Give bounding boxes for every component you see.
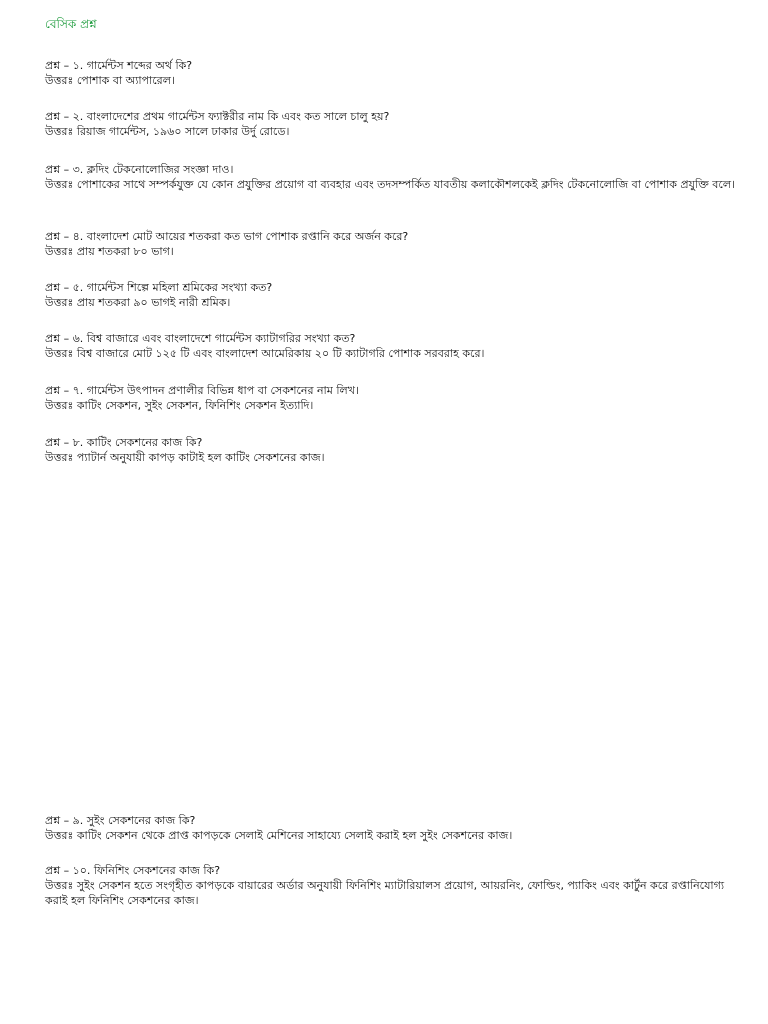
answer-text: উত্তরঃ প্যাটার্ন অনুযায়ী কাপড় কাটাই হল কাটিং সেকশনের কাজ।: [45, 451, 325, 464]
question-text: প্রশ্ন – ১. গার্মেন্টস শব্দের অর্থ কি?: [45, 59, 193, 72]
question-text: প্রশ্ন – ৬. বিশ্ব বাজারে এবং বাংলাদেশে গার্মেন্টস ক্যাটাগরির সংখ্যা কত?: [45, 332, 356, 345]
qa-item-3: [45, 162, 735, 192]
qa-item-9: [45, 813, 735, 843]
qa-item-6: [45, 331, 735, 361]
question-text: প্রশ্ন – ৭. গার্মেন্টস উৎপাদন প্রণালীর বিভিন্ন ধাপ বা সেকশনের নাম লিখ।: [45, 384, 359, 397]
answer-text: উত্তরঃ প্রায় শতকরা ৯০ ভাগই নারী শ্রমিক।: [45, 296, 231, 309]
question-text: প্রশ্ন – ৪. বাংলাদেশ মোট আয়ের শতকরা কত ভাগ পোশাক রপ্তানি করে অর্জন করে?: [45, 230, 409, 243]
question-text: প্রশ্ন – ৮. কাটিং সেকশনের কাজ কি?: [45, 436, 203, 449]
qa-item-10: [45, 863, 735, 908]
answer-text: উত্তরঃ পোশাক বা অ্যাপারেল।: [45, 74, 175, 87]
qa-item-4: [45, 229, 735, 259]
answer-text: উত্তরঃ কাটিং সেকশন থেকে প্রাপ্ত কাপড়কে সেলাই মেশিনের সাহায্যে সেলাই করাই হল সুইং সেকশনের কাজ।: [45, 829, 513, 842]
qa-item-5: [45, 280, 735, 310]
answer-text: উত্তরঃ বিশ্ব বাজারে মোট ১২৫ টি এবং বাংলাদেশ আমেরিকায় ২০ টি ক্যাটাগরি পোশাক সরবরাহ করে।: [45, 347, 485, 360]
qa-item-2: [45, 109, 735, 139]
qa-item-8: [45, 435, 735, 465]
question-text: প্রশ্ন – ২. বাংলাদেশের প্রথম গার্মেন্টস ফ্যাক্টরীর নাম কি এবং কত সালে চালু হয়?: [45, 110, 390, 123]
question-text: প্রশ্ন – ৫. গার্মেন্টস শিল্পে মহিলা শ্রমিকের সংখ্যা কত?: [45, 281, 273, 294]
section-heading: বেসিক প্রশ্ন: [45, 17, 97, 31]
answer-text: উত্তরঃ প্রায় শতকরা ৮০ ভাগ।: [45, 245, 174, 258]
answer-text: উত্তরঃ কাটিং সেকশন, সুইং সেকশন, ফিনিশিং সেকশন ইত্যাদি।: [45, 399, 314, 412]
question-text: প্রশ্ন – ১০. ফিনিশিং সেকশনের কাজ কি?: [45, 864, 221, 877]
answer-text: উত্তরঃ পোশাকের সাথে সম্পর্কযুক্ত যে কোন প্রযুক্তির প্রয়োগ বা ব্যবহার এবং তদসম্পর্কিত যাবতীয় কলাকৌশলকেই ক্লদিং টেকনোলোজি বা পোশাক প্রযুক্তি বলে।: [45, 178, 735, 191]
answer-text: উত্তরঃ সুইং সেকশন হতে সংগৃহীত কাপড়কে বায়ারের অর্ডার অনুযায়ী ফিনিশিং ম্যাটারিয়ালস প্রয়োগ, আয়রনিং, ফোল্ডিং, প্যাকিং এবং কার্টুন করে রপ্তানিযোগ্য করাই হল ফিনিশিং সেকশনের কাজ।: [45, 879, 725, 907]
qa-item-7: [45, 383, 735, 413]
question-text: প্রশ্ন – ৯. সুইং সেকশনের কাজ কি?: [45, 814, 196, 827]
question-text: প্রশ্ন – ৩. ক্লদিং টেকনোলোজির সংজ্ঞা দাও।: [45, 163, 234, 176]
answer-text: উত্তরঃ রিয়াজ গার্মেন্টস, ১৯৬০ সালে ঢাকার উর্দু রোডে।: [45, 125, 290, 138]
qa-item-1: [45, 58, 735, 88]
